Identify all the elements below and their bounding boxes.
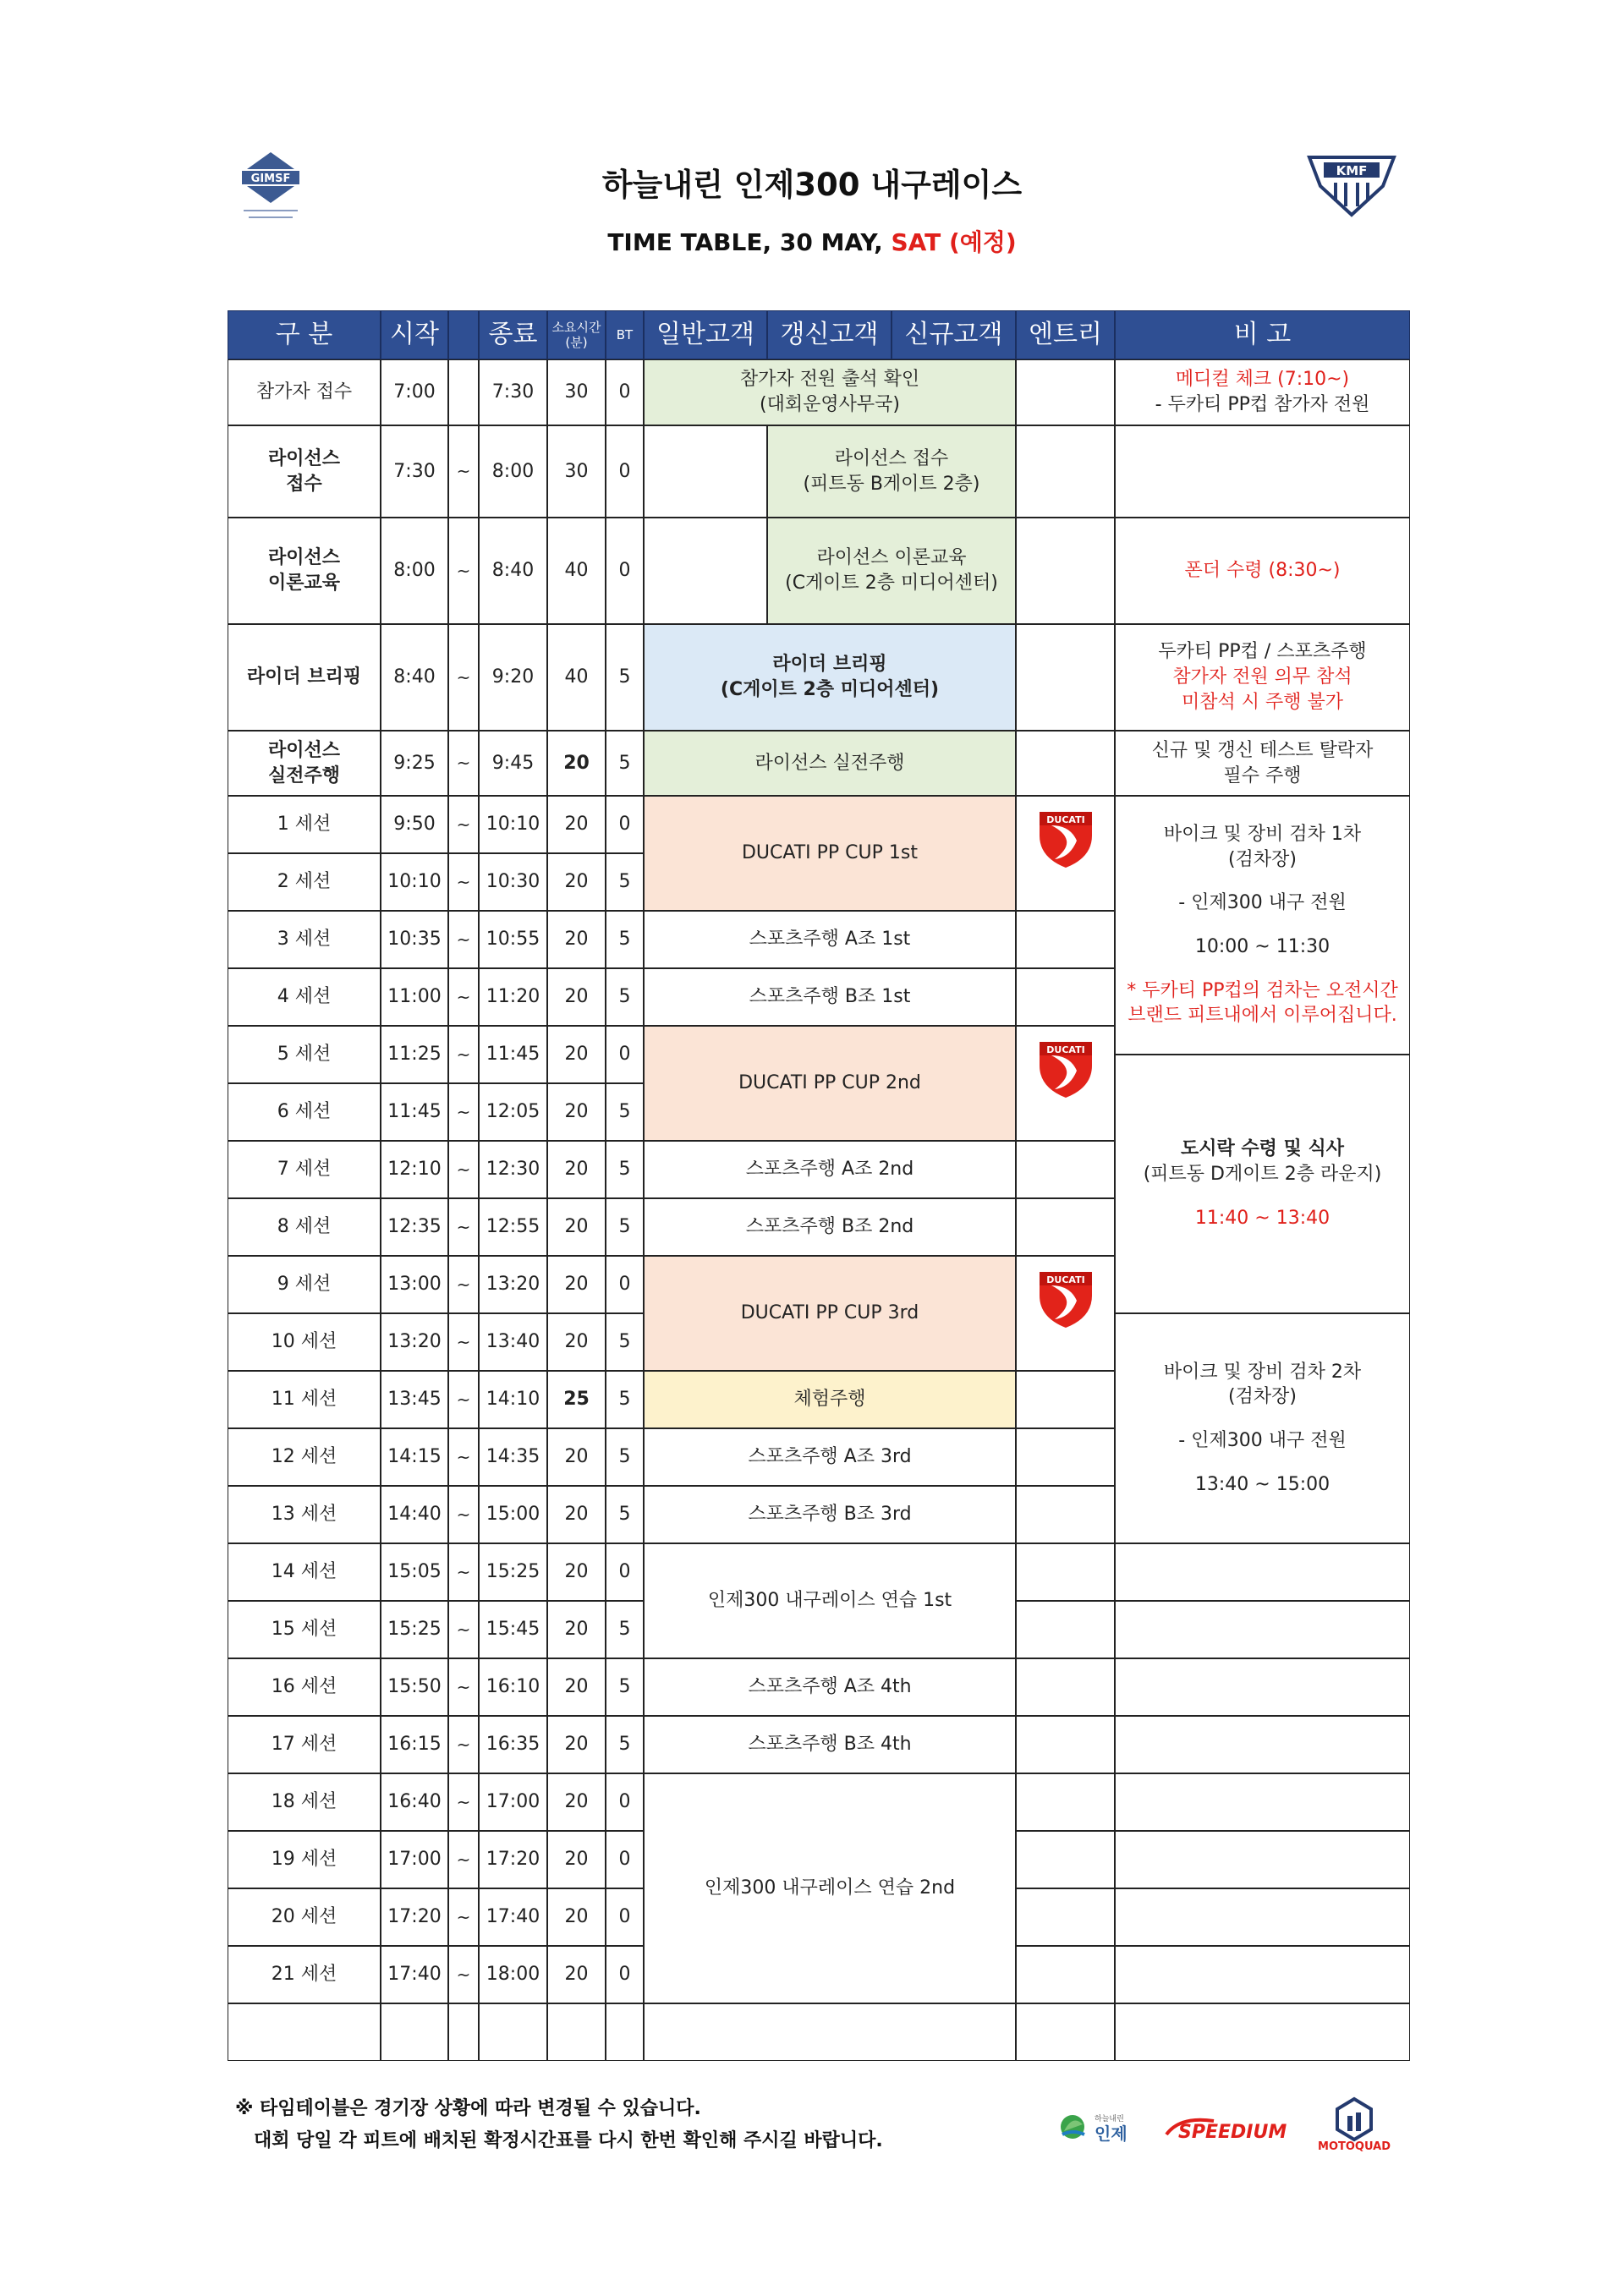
row-duration: 20 [547, 1256, 606, 1313]
row-tilde: ~ [448, 1946, 479, 2003]
row-tilde: ~ [448, 1428, 479, 1486]
remark-license-fail: 신규 및 갱신 테스트 탈락자 필수 주행 [1115, 731, 1410, 796]
row-category: 참가자 접수 [228, 359, 381, 425]
entry-cell [1016, 1428, 1115, 1486]
header-renewal: 갱신고객 [767, 310, 892, 359]
entry-cell [1016, 1486, 1115, 1543]
row-bt: 5 [606, 1601, 644, 1658]
header-start: 시작 [381, 310, 448, 359]
remark-empty [1115, 1543, 1410, 1601]
row-duration: 20 [547, 1831, 606, 1888]
remark-empty [1115, 1716, 1410, 1773]
row-category: 18 세션 [228, 1773, 381, 1831]
row-category: 16 세션 [228, 1658, 381, 1716]
program-license-theory: 라이선스 이론교육 (C게이트 2층 미디어센터) [767, 518, 1016, 624]
lunch-time: 11:40 ~ 13:40 [1194, 1207, 1330, 1229]
inspection-2-time: 13:40 ~ 15:00 [1194, 1473, 1330, 1495]
empty-cell [448, 2003, 479, 2061]
remark-briefing [1115, 624, 1410, 731]
row-start-time: 16:15 [381, 1716, 448, 1773]
row-duration: 25 [547, 1371, 606, 1428]
row-bt: 0 [606, 1946, 644, 2003]
row-end-time: 9:45 [479, 731, 547, 796]
row-start-time: 10:10 [381, 853, 448, 911]
row-duration: 20 [547, 1083, 606, 1141]
row-bt: 5 [606, 1141, 644, 1198]
remark-inspection-2 [1115, 1313, 1410, 1543]
row-category: 14 세션 [228, 1543, 381, 1601]
row-end-time: 13:20 [479, 1256, 547, 1313]
header-end: 종료 [479, 310, 547, 359]
row-duration: 30 [547, 425, 606, 518]
time-table [228, 311, 1411, 2078]
row-start-time: 9:50 [381, 796, 448, 853]
row-end-time: 15:45 [479, 1601, 547, 1658]
row-category: 7 세션 [228, 1141, 381, 1198]
row-end-time: 15:25 [479, 1543, 547, 1601]
row-end-time: 16:35 [479, 1716, 547, 1773]
row-start-time: 13:20 [381, 1313, 448, 1371]
program-endurance-2: 인제300 내구레이스 연습 2nd [644, 1773, 1016, 2003]
program-sports-a2: 스포츠주행 A조 2nd [644, 1141, 1016, 1198]
svg-text:MOTOQUAD: MOTOQUAD [1318, 2140, 1391, 2151]
row-tilde: ~ [448, 1658, 479, 1716]
row-start-time: 11:00 [381, 968, 448, 1026]
row-start-time: 15:50 [381, 1658, 448, 1716]
row-end-time: 13:40 [479, 1313, 547, 1371]
ducati-logo-icon [1036, 1267, 1095, 1331]
svg-text:KMF: KMF [1336, 163, 1368, 178]
row-tilde: ~ [448, 1831, 479, 1888]
header-tilde [448, 310, 479, 359]
ducati-logo-icon [1036, 807, 1095, 871]
row-category: 6 세션 [228, 1083, 381, 1141]
svg-text:인제: 인제 [1095, 2123, 1127, 2144]
svg-text:DUCATI: DUCATI [1045, 814, 1085, 825]
row-end-time: 12:55 [479, 1198, 547, 1256]
header-category: 구 분 [228, 310, 381, 359]
entry-cell [1016, 359, 1115, 425]
program-sports-a3: 스포츠주행 A조 3rd [644, 1428, 1016, 1486]
row-category: 10 세션 [228, 1313, 381, 1371]
row-tilde: ~ [448, 1026, 479, 1083]
lunch-place: (피트동 D게이트 2층 라운지) [1143, 1164, 1382, 1186]
entry-cell [1016, 1026, 1115, 1141]
row-tilde: ~ [448, 1601, 479, 1658]
row-category: 라이선스 접수 [228, 425, 381, 518]
subtitle-day: SAT [891, 228, 941, 256]
row-end-time: 11:20 [479, 968, 547, 1026]
row-bt: 5 [606, 731, 644, 796]
svg-text:GIMSF: GIMSF [250, 173, 291, 185]
remark-empty [1115, 1773, 1410, 1831]
header-new: 신규고객 [892, 310, 1016, 359]
row-category: 라이선스 이론교육 [228, 518, 381, 624]
row-bt: 0 [606, 1831, 644, 1888]
row-duration: 20 [547, 1946, 606, 2003]
program-empty [644, 518, 767, 624]
row-bt: 0 [606, 425, 644, 518]
row-duration: 20 [547, 853, 606, 911]
row-duration: 20 [547, 1026, 606, 1083]
entry-cell [1016, 518, 1115, 624]
empty-cell [479, 2003, 547, 2061]
header-entry: 엔트리 [1016, 310, 1115, 359]
entry-cell [1016, 731, 1115, 796]
header-general: 일반고객 [644, 310, 767, 359]
program-license-reg: 라이선스 접수 (피트동 B게이트 2층) [767, 425, 1016, 518]
page-title: 하늘내린 인제300 내구레이스 [601, 167, 1023, 203]
row-tilde [448, 359, 479, 425]
entry-cell [1016, 911, 1115, 968]
row-start-time: 14:15 [381, 1428, 448, 1486]
inspection-1-title: 바이크 및 장비 검차 1차 (검차장) [1163, 823, 1362, 870]
program-ducati-2: DUCATI PP CUP 2nd [644, 1026, 1016, 1141]
program-sports-a4: 스포츠주행 A조 4th [644, 1658, 1016, 1716]
row-tilde: ~ [448, 1716, 479, 1773]
row-end-time: 12:30 [479, 1141, 547, 1198]
row-bt: 5 [606, 1658, 644, 1716]
row-bt: 5 [606, 624, 644, 731]
header-remarks: 비 고 [1115, 310, 1410, 359]
row-duration: 20 [547, 968, 606, 1026]
row-start-time: 7:30 [381, 425, 448, 518]
row-category: 11 세션 [228, 1371, 381, 1428]
subtitle-prefix: TIME TABLE, 30 MAY, [607, 228, 892, 256]
row-bt: 0 [606, 1026, 644, 1083]
row-start-time: 10:35 [381, 911, 448, 968]
empty-cell [381, 2003, 448, 2061]
row-category: 5 세션 [228, 1026, 381, 1083]
row-tilde: ~ [448, 853, 479, 911]
inspection-2-title: 바이크 및 장비 검차 2차 (검차장) [1163, 1361, 1362, 1408]
row-end-time: 12:05 [479, 1083, 547, 1141]
row-tilde: ~ [448, 1371, 479, 1428]
row-start-time: 16:40 [381, 1773, 448, 1831]
row-duration: 20 [547, 1543, 606, 1601]
entry-cell [1016, 1658, 1115, 1716]
entry-cell [1016, 1946, 1115, 2003]
row-bt: 5 [606, 1486, 644, 1543]
row-tilde: ~ [448, 1313, 479, 1371]
row-end-time: 11:45 [479, 1026, 547, 1083]
row-start-time: 9:25 [381, 731, 448, 796]
program-sports-a1: 스포츠주행 A조 1st [644, 911, 1016, 968]
row-category: 12 세션 [228, 1428, 381, 1486]
row-bt: 5 [606, 1428, 644, 1486]
row-end-time: 15:00 [479, 1486, 547, 1543]
entry-cell [1016, 1371, 1115, 1428]
program-experience: 체험주행 [644, 1371, 1016, 1428]
row-end-time: 10:30 [479, 853, 547, 911]
row-start-time: 12:35 [381, 1198, 448, 1256]
row-start-time: 8:40 [381, 624, 448, 731]
row-category: 8 세션 [228, 1198, 381, 1256]
row-start-time: 8:00 [381, 518, 448, 624]
row-tilde: ~ [448, 1198, 479, 1256]
row-bt: 5 [606, 1083, 644, 1141]
svg-text:하늘내린: 하늘내린 [1095, 2115, 1124, 2123]
row-bt: 5 [606, 853, 644, 911]
program-license-practice: 라이선스 실전주행 [644, 731, 1016, 796]
row-category: 1 세션 [228, 796, 381, 853]
row-tilde: ~ [448, 624, 479, 731]
row-start-time: 12:10 [381, 1141, 448, 1198]
program-ducati-1: DUCATI PP CUP 1st [644, 796, 1016, 911]
remark-empty [1115, 1601, 1410, 1658]
remark-briefing-target: 두카티 PP컵 / 스포츠주행 [1158, 641, 1367, 663]
row-end-time: 7:30 [479, 359, 547, 425]
program-sports-b1: 스포츠주행 B조 1st [644, 968, 1016, 1026]
empty-cell [228, 2003, 381, 2061]
entry-cell [1016, 1198, 1115, 1256]
row-duration: 20 [547, 1716, 606, 1773]
row-duration: 40 [547, 624, 606, 731]
entry-cell [1016, 425, 1115, 518]
row-bt: 0 [606, 796, 644, 853]
row-duration: 20 [547, 1428, 606, 1486]
entry-cell [1016, 624, 1115, 731]
empty-cell [606, 2003, 644, 2061]
row-bt: 0 [606, 359, 644, 425]
row-category: 9 세션 [228, 1256, 381, 1313]
row-end-time: 16:10 [479, 1658, 547, 1716]
row-end-time: 8:40 [479, 518, 547, 624]
row-bt: 5 [606, 911, 644, 968]
footer-note-1: ※ 타임테이블은 경기장 상황에 따라 변경될 수 있습니다. [235, 2098, 701, 2119]
row-bt: 5 [606, 1371, 644, 1428]
row-duration: 20 [547, 1486, 606, 1543]
entry-cell [1016, 796, 1115, 911]
row-start-time: 7:00 [381, 359, 448, 425]
entry-cell [1016, 1773, 1115, 1831]
row-start-time: 15:05 [381, 1543, 448, 1601]
program-endurance-1: 인제300 내구레이스 연습 1st [644, 1543, 1016, 1658]
row-start-time: 13:00 [381, 1256, 448, 1313]
row-duration: 20 [547, 911, 606, 968]
remark-lunch [1115, 1055, 1410, 1313]
entry-cell [1016, 968, 1115, 1026]
row-end-time: 17:40 [479, 1888, 547, 1946]
row-bt: 0 [606, 1888, 644, 1946]
remark-medical [1115, 359, 1410, 425]
row-bt: 0 [606, 518, 644, 624]
row-tilde: ~ [448, 1256, 479, 1313]
program-sports-b3: 스포츠주행 B조 3rd [644, 1486, 1016, 1543]
entry-cell [1016, 1256, 1115, 1371]
remark-transponder: 폰더 수령 (8:30~) [1115, 518, 1410, 624]
row-category: 17 세션 [228, 1716, 381, 1773]
entry-cell [1016, 1141, 1115, 1198]
header-bt: BT [606, 310, 644, 359]
entry-cell [1016, 1888, 1115, 1946]
row-start-time: 11:45 [381, 1083, 448, 1141]
row-tilde: ~ [448, 1141, 479, 1198]
row-end-time: 8:00 [479, 425, 547, 518]
row-tilde: ~ [448, 1486, 479, 1543]
row-tilde: ~ [448, 1543, 479, 1601]
row-bt: 5 [606, 968, 644, 1026]
row-start-time: 15:25 [381, 1601, 448, 1658]
row-duration: 20 [547, 1141, 606, 1198]
row-tilde: ~ [448, 1888, 479, 1946]
header-duration: 소요시간 (분) [547, 310, 606, 359]
row-tilde: ~ [448, 1083, 479, 1141]
inspection-1-note: * 두카티 PP컵의 검차는 오전시간 브랜드 피트내에서 이루어집니다. [1127, 979, 1398, 1027]
subtitle-note: (예정) [941, 228, 1017, 256]
row-bt: 0 [606, 1543, 644, 1601]
entry-cell [1016, 1601, 1115, 1658]
row-tilde: ~ [448, 425, 479, 518]
row-category: 4 세션 [228, 968, 381, 1026]
inspection-1-target: - 인제300 내구 전원 [1178, 892, 1347, 914]
program-sports-b4: 스포츠주행 B조 4th [644, 1716, 1016, 1773]
row-category: 13 세션 [228, 1486, 381, 1543]
row-duration: 40 [547, 518, 606, 624]
svg-text:SPEEDIUM: SPEEDIUM [1178, 2122, 1287, 2143]
row-bt: 5 [606, 1313, 644, 1371]
row-category: 라이선스 실전주행 [228, 731, 381, 796]
row-end-time: 17:00 [479, 1773, 547, 1831]
row-category: 3 세션 [228, 911, 381, 968]
remark-medical-target: - 두카티 PP컵 참가자 전원 [1155, 394, 1370, 415]
entry-cell [1016, 1543, 1115, 1601]
row-category: 15 세션 [228, 1601, 381, 1658]
speedium-logo [1163, 2112, 1298, 2143]
motoquad-logo [1307, 2096, 1402, 2151]
row-category: 19 세션 [228, 1831, 381, 1888]
remark-medical-time: 메디컬 체크 (7:10~) [1175, 369, 1350, 391]
row-end-time: 17:20 [479, 1831, 547, 1888]
row-tilde: ~ [448, 911, 479, 968]
row-duration: 20 [547, 1601, 606, 1658]
row-start-time: 11:25 [381, 1026, 448, 1083]
remark-empty [1115, 1658, 1410, 1716]
row-bt: 0 [606, 1773, 644, 1831]
remark-briefing-mandatory: 참가자 전원 의무 참석 [1172, 666, 1352, 688]
row-duration: 20 [547, 796, 606, 853]
row-end-time: 10:55 [479, 911, 547, 968]
row-category: 21 세션 [228, 1946, 381, 2003]
program-ducati-3: DUCATI PP CUP 3rd [644, 1256, 1016, 1371]
remark-inspection-1 [1115, 796, 1410, 1055]
row-duration: 30 [547, 359, 606, 425]
row-bt: 0 [606, 1256, 644, 1313]
inje-logo [1057, 2106, 1150, 2148]
row-tilde: ~ [448, 731, 479, 796]
row-duration: 20 [547, 731, 606, 796]
remark-empty [1115, 425, 1410, 518]
entry-cell [1016, 1831, 1115, 1888]
entry-cell [1016, 1716, 1115, 1773]
row-bt: 5 [606, 1198, 644, 1256]
row-duration: 20 [547, 1888, 606, 1946]
lunch-title: 도시락 수령 및 식사 [1180, 1138, 1344, 1160]
row-duration: 20 [547, 1313, 606, 1371]
empty-cell [547, 2003, 606, 2061]
footer-note-2: 대회 당일 각 피트에 배치된 확정시간표를 다시 한번 확인해 주시길 바랍니다. [254, 2130, 883, 2151]
row-duration: 20 [547, 1658, 606, 1716]
svg-text:DUCATI: DUCATI [1045, 1044, 1085, 1055]
program-sports-b2: 스포츠주행 B조 2nd [644, 1198, 1016, 1256]
remark-briefing-penalty: 미참석 시 주행 불가 [1181, 691, 1343, 713]
row-start-time: 13:45 [381, 1371, 448, 1428]
row-category: 2 세션 [228, 853, 381, 911]
empty-cell [644, 2003, 1016, 2061]
empty-cell [1016, 2003, 1115, 2061]
program-briefing: 라이더 브리핑 (C게이트 2층 미디어센터) [644, 624, 1016, 731]
program-empty [644, 425, 767, 518]
svg-text:DUCATI: DUCATI [1045, 1274, 1085, 1285]
row-tilde: ~ [448, 518, 479, 624]
row-end-time: 9:20 [479, 624, 547, 731]
row-start-time: 17:20 [381, 1888, 448, 1946]
row-category: 20 세션 [228, 1888, 381, 1946]
row-category: 라이더 브리핑 [228, 624, 381, 731]
program-checkin: 참가자 전원 출석 확인 (대회운영사무국) [644, 359, 1016, 425]
row-end-time: 10:10 [479, 796, 547, 853]
empty-cell [1115, 2003, 1410, 2061]
row-end-time: 14:35 [479, 1428, 547, 1486]
row-bt: 5 [606, 1716, 644, 1773]
row-end-time: 14:10 [479, 1371, 547, 1428]
row-start-time: 17:40 [381, 1946, 448, 2003]
row-start-time: 14:40 [381, 1486, 448, 1543]
inspection-1-time: 10:00 ~ 11:30 [1194, 936, 1330, 957]
ducati-logo-icon [1036, 1037, 1095, 1101]
inspection-2-target: - 인제300 내구 전원 [1178, 1430, 1347, 1451]
remark-empty [1115, 1831, 1410, 1888]
row-duration: 20 [547, 1773, 606, 1831]
page-subtitle [0, 224, 1624, 258]
row-tilde: ~ [448, 1773, 479, 1831]
row-start-time: 17:00 [381, 1831, 448, 1888]
row-end-time: 18:00 [479, 1946, 547, 2003]
row-duration: 20 [547, 1198, 606, 1256]
row-tilde: ~ [448, 968, 479, 1026]
row-tilde: ~ [448, 796, 479, 853]
remark-empty [1115, 1888, 1410, 1946]
remark-empty [1115, 1946, 1410, 2003]
